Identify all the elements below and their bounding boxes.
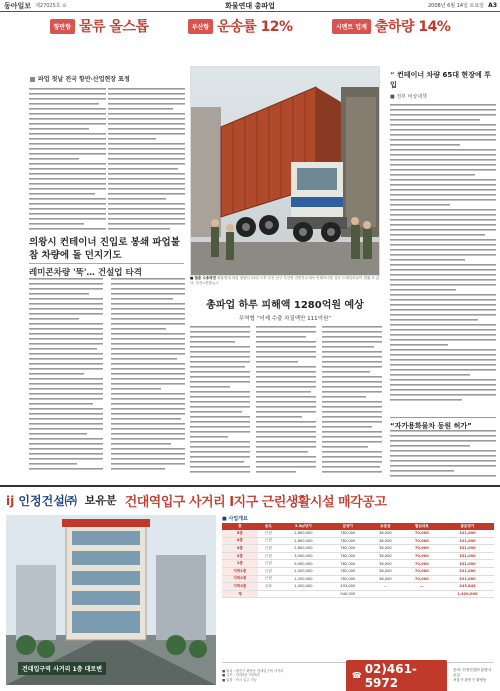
table-row (222, 530, 494, 537)
column-header: 3.3㎡당가 (279, 523, 328, 530)
phone-icon: ☎ (351, 671, 362, 680)
table-cell: 321,000 (441, 537, 494, 545)
table-cell: 782,000 (328, 537, 368, 545)
table-cell: 9,900,000 (279, 560, 328, 568)
table-cell: 계 (222, 590, 258, 598)
table-cell: 1,920,000 (441, 590, 494, 598)
table-row (222, 583, 494, 591)
table-cell: 38,000 (368, 560, 403, 568)
table-cell: 38,000 (368, 552, 403, 560)
table-row (222, 560, 494, 568)
table-row (222, 537, 494, 545)
table-cell: 321,000 (441, 567, 494, 575)
body-text-lines (29, 88, 106, 233)
ad-building-visual (6, 515, 216, 685)
ad-phone[interactable] (346, 660, 447, 691)
table-cell: 70,000 (403, 567, 441, 575)
ad-table-box (222, 515, 494, 598)
ad-location-label: 건대입구역 사거리 1층 대로변 (18, 662, 106, 675)
table-cell: 3,000,000 (279, 552, 328, 560)
table-cell (403, 590, 441, 598)
side-story-title: “ 컨테이너 차량 65대 현장에 투입 (390, 71, 491, 89)
table-cell: 4층 (222, 537, 258, 545)
table-cell: 782,000 (328, 560, 368, 568)
table-cell: 38,000 (368, 530, 403, 537)
ad-header (0, 487, 500, 513)
body-text-lines (390, 430, 496, 480)
table-header-row (222, 523, 494, 530)
story1-title: 파업 첫날 전국 항만·산업현장 표정 (30, 74, 130, 83)
table-cell: 243,845 (441, 583, 494, 591)
table-cell: 70,000 (403, 552, 441, 560)
table-cell: 근린 (258, 567, 279, 575)
table-cell: 782,000 (328, 575, 368, 583)
caption-lead: ■ 멈춘 수송작전 (190, 276, 217, 280)
table-cell: 321,000 (441, 552, 494, 560)
table-cell: 38,000 (368, 537, 403, 545)
table-cell: 70,000 (403, 537, 441, 545)
table-cell: 지하1층 (222, 567, 258, 575)
body-text-lines (190, 326, 382, 478)
ad-company-logo: ij 인정건설㈜ (6, 493, 77, 508)
caption-text: 화물연대 파업 첫날인 13일 오후 부산 남구 부산항 감만부두에서 컨테이너를 실은 트레일러들이 멈춰 서 있다. 부산=연합뉴스 (190, 276, 380, 285)
table-cell: 근린 (258, 537, 279, 545)
table-cell: 70,000 (403, 560, 441, 568)
story3-title: 총파업 하루 피해액 1280억원 예상 (206, 300, 364, 311)
table-row (222, 575, 494, 583)
table-cell: 321,000 (441, 545, 494, 553)
table-cell: 주차 (258, 583, 279, 591)
body-text-lines (390, 104, 496, 404)
table-cell: 근린 (258, 560, 279, 568)
ad-notes: ■ 위치 : 광진구 화양동 건대입구역 사거리 ■ 규모 : 지하3층 지상5층 ■ 입점 : 즉시 입주 가능 (222, 668, 284, 682)
lease-table-body (222, 530, 494, 598)
story1-body-right (108, 88, 185, 233)
headline-bar (0, 14, 500, 38)
table-cell: 지하3층 (222, 583, 258, 591)
column-header: 월임대료 (403, 523, 441, 530)
body-text-lines (108, 88, 185, 233)
table-cell: 1,200,000 (279, 575, 328, 583)
table-cell: 70,000 (403, 530, 441, 537)
table-cell: 2,800,000 (279, 530, 328, 537)
table-cell: 3층 (222, 545, 258, 553)
table-row (222, 590, 494, 598)
section-title: 화물연대 총파업 (225, 1, 275, 10)
column-header: 분양가 (328, 523, 368, 530)
side-story-subtitle: ■ 정부 비상대책 (390, 94, 427, 100)
ad-table-title: ■ 사업개요 (222, 516, 248, 522)
edition-number: 제27025호 ⊙ (35, 3, 67, 9)
story3-body (190, 326, 382, 478)
headline-cement (332, 16, 451, 36)
story4-body (390, 430, 496, 480)
table-cell: 근린 (258, 530, 279, 537)
table-cell (279, 590, 328, 598)
photo-caption (190, 276, 380, 286)
table-cell: — (368, 583, 403, 591)
story2-subtitle: 레미콘차량 '뚝'… 건설업 타격 (29, 263, 184, 278)
table-row (222, 552, 494, 560)
table-row (222, 567, 494, 575)
table-cell: 38,000 (368, 567, 403, 575)
table-cell: 2,000,000 (279, 567, 328, 575)
square-bullet-icon (30, 77, 35, 82)
table-cell: 38,000 (368, 545, 403, 553)
table-cell: 70,000 (403, 575, 441, 583)
headline-port (50, 16, 149, 36)
table-cell: 38,000 (368, 575, 403, 583)
table-cell: 5층 (222, 530, 258, 537)
ad-company-info: 문의: 인정건설㈜ 분양사무실 서울시 광진구 화양동 (453, 668, 492, 682)
page-number: A3 (488, 2, 497, 9)
quote-mark-icon: “ (390, 71, 395, 79)
story4-title: “자가용화물차 동원 허가” (390, 417, 496, 431)
newspaper-logo: 동아일보 (4, 0, 32, 10)
issue-date: 2008년 6월 14일 토요일 (427, 3, 484, 9)
table-cell: 321,000 (441, 560, 494, 568)
body-text-lines (29, 278, 185, 478)
table-cell: 782,000 (328, 552, 368, 560)
real-estate-ad (0, 485, 500, 691)
column-header: 층 (222, 523, 258, 530)
table-cell: 1층 (222, 560, 258, 568)
table-cell: 782,000 (328, 567, 368, 575)
table-cell: 433,000 (328, 583, 368, 591)
column-header: 보증금 (368, 523, 403, 530)
headline-text: 출하량 14% (374, 19, 451, 35)
column-header: 용도 (258, 523, 279, 530)
table-cell: 근린 (258, 575, 279, 583)
table-cell (368, 590, 403, 598)
truck-photo (190, 66, 380, 276)
column-header: 총분양가 (441, 523, 494, 530)
lease-table (222, 523, 494, 598)
story2-title: 의왕시 컨테이너 진입로 봉쇄 파업불참 차량에 돌 던지기도 (29, 237, 180, 261)
headline-text: 물류 올스톱 (79, 19, 149, 35)
ad-contact (222, 662, 494, 688)
headline-busan (188, 16, 293, 36)
table-cell: 근린 (258, 552, 279, 560)
headline-tag: 시멘트 업계 (332, 19, 371, 34)
table-cell (258, 590, 279, 598)
table-cell: 782,000 (328, 545, 368, 553)
headline-tag: 부산항 (188, 19, 213, 34)
side-story (390, 70, 496, 430)
story2-body (29, 278, 185, 478)
table-cell: 70,000 (403, 545, 441, 553)
ad-phone-number: 02)461-5972 (364, 661, 417, 690)
table-cell: 2층 (222, 552, 258, 560)
table-cell: — (403, 583, 441, 591)
headline-text: 운송률 12% (217, 19, 293, 35)
table-row (222, 545, 494, 553)
table-cell: 1,000,000 (279, 583, 328, 591)
table-cell: 321,000 (441, 530, 494, 537)
table-cell: 지하2층 (222, 575, 258, 583)
ad-headline: 건대역입구 사거리 Ⅰ지구 근린생활시설 매각공고 (124, 494, 387, 510)
table-cell: 2,800,000 (279, 545, 328, 553)
story1-body-left (29, 88, 106, 233)
table-cell: 782,000 (328, 530, 368, 537)
ad-own-label: 보유분 (84, 494, 117, 507)
ij-logo-icon: ij (6, 493, 15, 508)
truck-illustration (191, 67, 380, 276)
building-illustration (6, 515, 216, 685)
table-cell: 321,000 (441, 575, 494, 583)
table-cell: 2,800,000 (279, 537, 328, 545)
table-cell: 근린 (258, 545, 279, 553)
story3-subtitle: 무역협 “어제 수출 차질액만 111억원” (238, 316, 332, 322)
table-cell: 540,000 (328, 590, 368, 598)
headline-tag: 항만항 (50, 19, 75, 34)
masthead (0, 0, 500, 12)
